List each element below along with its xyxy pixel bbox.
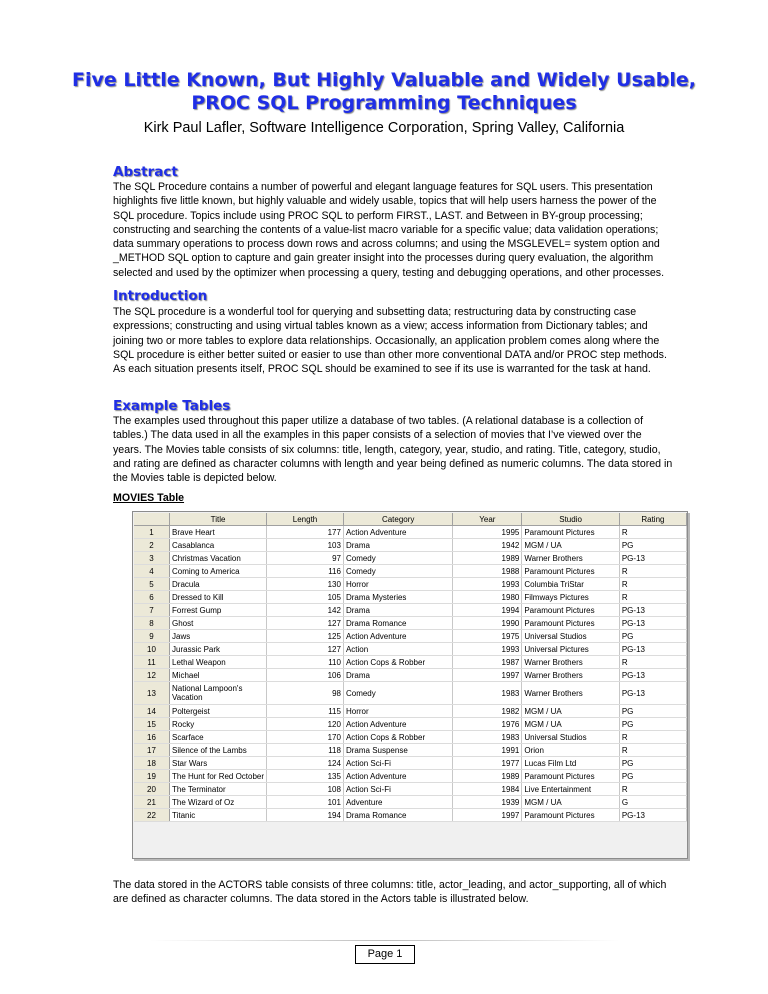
- row-number[interactable]: 17: [134, 744, 170, 757]
- cell-category[interactable]: Action Cops & Robber: [343, 731, 452, 744]
- cell-year[interactable]: 1977: [453, 757, 522, 770]
- cell-length[interactable]: 116: [267, 565, 344, 578]
- cell-category[interactable]: Drama: [343, 669, 452, 682]
- cell-studio[interactable]: Paramount Pictures: [522, 770, 620, 783]
- cell-length[interactable]: 194: [267, 809, 344, 822]
- cell-year[interactable]: 1976: [453, 718, 522, 731]
- table-row[interactable]: [134, 630, 687, 643]
- column-header-category[interactable]: Category: [343, 513, 452, 526]
- introduction-heading: Introduction: [113, 288, 208, 304]
- row-number[interactable]: 19: [134, 770, 170, 783]
- cell-category[interactable]: Comedy: [343, 552, 452, 565]
- row-number[interactable]: 21: [134, 796, 170, 809]
- cell-title[interactable]: National Lampoon's Vacation: [170, 682, 267, 705]
- cell-length[interactable]: 120: [267, 718, 344, 731]
- cell-category[interactable]: Drama: [343, 604, 452, 617]
- cell-studio[interactable]: MGM / UA: [522, 539, 620, 552]
- example-tables-body: The examples used throughout this paper utilize a database of two tables. (A relational database is a collection of tables.) The data used in all the examples in this paper consists of a selection of movies that I’ve viewed over the years. The Movies table consists of six columns: title, length, category, year, studio, and rating. Title, category, studio, and rating are defined as character columns with length and year being defined as numeric columns. The data stored in the Movies table is depicted below.: [113, 415, 673, 485]
- cell-year[interactable]: 1987: [453, 656, 522, 669]
- cell-studio[interactable]: Warner Brothers: [522, 552, 620, 565]
- cell-year[interactable]: 1994: [453, 604, 522, 617]
- row-number[interactable]: 2: [134, 539, 170, 552]
- cell-rating[interactable]: R: [619, 591, 686, 604]
- table-row[interactable]: [134, 669, 687, 682]
- cell-length[interactable]: 118: [267, 744, 344, 757]
- cell-year[interactable]: 1983: [453, 731, 522, 744]
- cell-category[interactable]: Drama Suspense: [343, 744, 452, 757]
- cell-length[interactable]: 97: [267, 552, 344, 565]
- cell-length[interactable]: 130: [267, 578, 344, 591]
- row-number[interactable]: 9: [134, 630, 170, 643]
- cell-rating[interactable]: PG: [619, 770, 686, 783]
- cell-year[interactable]: 1993: [453, 643, 522, 656]
- cell-length[interactable]: 170: [267, 731, 344, 744]
- row-number[interactable]: 8: [134, 617, 170, 630]
- table-row[interactable]: [134, 539, 687, 552]
- row-number[interactable]: 7: [134, 604, 170, 617]
- movies-table: [134, 513, 687, 822]
- cell-studio[interactable]: Live Entertainment: [522, 783, 620, 796]
- row-number[interactable]: 18: [134, 757, 170, 770]
- table-row[interactable]: [134, 682, 687, 705]
- cell-length[interactable]: 177: [267, 526, 344, 539]
- cell-rating[interactable]: PG-13: [619, 617, 686, 630]
- cell-title[interactable]: Michael: [170, 669, 267, 682]
- row-number[interactable]: 4: [134, 565, 170, 578]
- column-header-rating[interactable]: Rating: [619, 513, 686, 526]
- cell-category[interactable]: Comedy: [343, 682, 452, 705]
- cell-studio[interactable]: Orion: [522, 744, 620, 757]
- cell-year[interactable]: 1990: [453, 617, 522, 630]
- cell-year[interactable]: 1980: [453, 591, 522, 604]
- cell-category[interactable]: Drama Romance: [343, 809, 452, 822]
- cell-rating[interactable]: PG: [619, 630, 686, 643]
- cell-category[interactable]: Action: [343, 643, 452, 656]
- cell-studio[interactable]: MGM / UA: [522, 718, 620, 731]
- table-header-row: [134, 513, 687, 526]
- table-row[interactable]: [134, 565, 687, 578]
- title-line-2: PROC SQL Programming Techniques: [191, 92, 577, 114]
- cell-rating[interactable]: R: [619, 526, 686, 539]
- cell-title[interactable]: Casablanca: [170, 539, 267, 552]
- cell-rating[interactable]: PG: [619, 718, 686, 731]
- cell-studio[interactable]: MGM / UA: [522, 705, 620, 718]
- cell-rating[interactable]: R: [619, 783, 686, 796]
- row-number-header: [134, 513, 170, 526]
- cell-rating[interactable]: PG-13: [619, 669, 686, 682]
- cell-rating[interactable]: PG-13: [619, 809, 686, 822]
- cell-year[interactable]: 1939: [453, 796, 522, 809]
- page-number: Page 1: [355, 945, 415, 964]
- cell-length[interactable]: 127: [267, 643, 344, 656]
- cell-rating[interactable]: R: [619, 744, 686, 757]
- cell-title[interactable]: Star Wars: [170, 757, 267, 770]
- cell-rating[interactable]: G: [619, 796, 686, 809]
- table-row[interactable]: [134, 705, 687, 718]
- cell-length[interactable]: 105: [267, 591, 344, 604]
- movies-table-label: MOVIES Table: [113, 492, 185, 504]
- cell-title[interactable]: Titanic: [170, 809, 267, 822]
- cell-rating[interactable]: R: [619, 578, 686, 591]
- cell-rating[interactable]: PG: [619, 539, 686, 552]
- cell-year[interactable]: 1989: [453, 552, 522, 565]
- table-row[interactable]: [134, 578, 687, 591]
- cell-length[interactable]: 142: [267, 604, 344, 617]
- cell-year[interactable]: 1991: [453, 744, 522, 757]
- column-header-year[interactable]: Year: [453, 513, 522, 526]
- cell-length[interactable]: 124: [267, 757, 344, 770]
- row-number[interactable]: 20: [134, 783, 170, 796]
- cell-length[interactable]: 101: [267, 796, 344, 809]
- row-number[interactable]: 14: [134, 705, 170, 718]
- cell-category[interactable]: Action Cops & Robber: [343, 656, 452, 669]
- cell-title[interactable]: Forrest Gump: [170, 604, 267, 617]
- cell-studio[interactable]: Paramount Pictures: [522, 604, 620, 617]
- cell-rating[interactable]: R: [619, 656, 686, 669]
- cell-title[interactable]: Rocky: [170, 718, 267, 731]
- table-row[interactable]: [134, 718, 687, 731]
- cell-year[interactable]: 1995: [453, 526, 522, 539]
- cell-studio[interactable]: Paramount Pictures: [522, 617, 620, 630]
- table-row[interactable]: [134, 617, 687, 630]
- row-number[interactable]: 11: [134, 656, 170, 669]
- cell-category[interactable]: Comedy: [343, 565, 452, 578]
- table-row[interactable]: [134, 526, 687, 539]
- cell-rating[interactable]: PG-13: [619, 604, 686, 617]
- cell-year[interactable]: 1975: [453, 630, 522, 643]
- actors-paragraph: The data stored in the ACTORS table consists of three columns: title, actor_leading, and actor_supporting, all of which are defined as character columns. The data stored in the Actors table is illustrated below.: [113, 879, 667, 906]
- cell-studio[interactable]: Warner Brothers: [522, 669, 620, 682]
- table-row[interactable]: [134, 643, 687, 656]
- abstract-heading: Abstract: [113, 164, 178, 180]
- cell-year[interactable]: 1942: [453, 539, 522, 552]
- cell-length[interactable]: 135: [267, 770, 344, 783]
- cell-category[interactable]: Action Sci-Fi: [343, 757, 452, 770]
- cell-category[interactable]: Drama Mysteries: [343, 591, 452, 604]
- table-row[interactable]: [134, 809, 687, 822]
- cell-title[interactable]: Scarface: [170, 731, 267, 744]
- cell-year[interactable]: 1982: [453, 705, 522, 718]
- cell-length[interactable]: 127: [267, 617, 344, 630]
- table-row[interactable]: [134, 591, 687, 604]
- cell-rating[interactable]: R: [619, 565, 686, 578]
- cell-category[interactable]: Horror: [343, 705, 452, 718]
- title-line-1: Five Little Known, But Highly Valuable and Widely Usable,: [72, 69, 696, 91]
- cell-category[interactable]: Action Adventure: [343, 718, 452, 731]
- cell-studio[interactable]: Universal Pictures: [522, 643, 620, 656]
- example-tables-heading: Example Tables: [113, 398, 231, 414]
- cell-studio[interactable]: Paramount Pictures: [522, 809, 620, 822]
- row-number[interactable]: 15: [134, 718, 170, 731]
- row-number[interactable]: 5: [134, 578, 170, 591]
- cell-rating[interactable]: PG: [619, 757, 686, 770]
- movies-table-window: [132, 511, 688, 859]
- cell-length[interactable]: 108: [267, 783, 344, 796]
- cell-length[interactable]: 103: [267, 539, 344, 552]
- cell-title[interactable]: Coming to America: [170, 565, 267, 578]
- table-row[interactable]: [134, 552, 687, 565]
- cell-year[interactable]: 1988: [453, 565, 522, 578]
- table-row[interactable]: [134, 731, 687, 744]
- cell-length[interactable]: 125: [267, 630, 344, 643]
- author-line: Kirk Paul Lafler, Software Intelligence Corporation, Spring Valley, California: [143, 120, 625, 136]
- cell-rating[interactable]: PG-13: [619, 552, 686, 565]
- cell-category[interactable]: Adventure: [343, 796, 452, 809]
- table-row[interactable]: [134, 796, 687, 809]
- table-row[interactable]: [134, 744, 687, 757]
- cell-year[interactable]: 1984: [453, 783, 522, 796]
- cell-studio[interactable]: Columbia TriStar: [522, 578, 620, 591]
- cell-category[interactable]: Horror: [343, 578, 452, 591]
- row-number[interactable]: 6: [134, 591, 170, 604]
- introduction-body: The SQL procedure is a wonderful tool for querying and subsetting data; restructuring data by constructing case expressions; constructing and using virtual tables known as a view; access information from Dictionary tables; and joining two or more tables to explore data relationships. Occasionally, an application problem comes along where the SQL procedure is either better suited or easier to use than other more conventional DATA and/or PROC step methods. As each situation presents itself, PROC SQL should be examined to see if its use is warranted for the task at hand.: [113, 306, 667, 376]
- cell-studio[interactable]: Lucas Film Ltd: [522, 757, 620, 770]
- cell-studio[interactable]: Paramount Pictures: [522, 526, 620, 539]
- cell-studio[interactable]: MGM / UA: [522, 796, 620, 809]
- cell-length[interactable]: 106: [267, 669, 344, 682]
- cell-category[interactable]: Action Sci-Fi: [343, 783, 452, 796]
- row-number[interactable]: 22: [134, 809, 170, 822]
- table-row[interactable]: [134, 604, 687, 617]
- cell-year[interactable]: 1993: [453, 578, 522, 591]
- cell-category[interactable]: Action Adventure: [343, 630, 452, 643]
- column-header-title[interactable]: Title: [170, 513, 267, 526]
- cell-title[interactable]: The Hunt for Red October: [170, 770, 267, 783]
- cell-year[interactable]: 1983: [453, 682, 522, 705]
- table-row[interactable]: [134, 757, 687, 770]
- row-number[interactable]: 1: [134, 526, 170, 539]
- cell-year[interactable]: 1997: [453, 669, 522, 682]
- cell-length[interactable]: 115: [267, 705, 344, 718]
- cell-rating[interactable]: R: [619, 731, 686, 744]
- cell-title[interactable]: Poltergeist: [170, 705, 267, 718]
- cell-title[interactable]: Silence of the Lambs: [170, 744, 267, 757]
- column-header-length[interactable]: Length: [267, 513, 344, 526]
- cell-studio[interactable]: Warner Brothers: [522, 682, 620, 705]
- table-row[interactable]: [134, 656, 687, 669]
- cell-category[interactable]: Action Adventure: [343, 526, 452, 539]
- table-row[interactable]: [134, 770, 687, 783]
- row-number[interactable]: 12: [134, 669, 170, 682]
- cell-rating[interactable]: PG: [619, 705, 686, 718]
- table-row[interactable]: [134, 783, 687, 796]
- cell-length[interactable]: 110: [267, 656, 344, 669]
- cell-category[interactable]: Action Adventure: [343, 770, 452, 783]
- cell-year[interactable]: 1997: [453, 809, 522, 822]
- cell-studio[interactable]: Warner Brothers: [522, 656, 620, 669]
- cell-title[interactable]: Ghost: [170, 617, 267, 630]
- cell-rating[interactable]: PG-13: [619, 643, 686, 656]
- cell-length[interactable]: 98: [267, 682, 344, 705]
- row-number[interactable]: 3: [134, 552, 170, 565]
- row-number[interactable]: 16: [134, 731, 170, 744]
- cell-title[interactable]: The Terminator: [170, 783, 267, 796]
- cell-title[interactable]: Jaws: [170, 630, 267, 643]
- cell-category[interactable]: Drama Romance: [343, 617, 452, 630]
- cell-studio[interactable]: Universal Studios: [522, 731, 620, 744]
- abstract-body: The SQL Procedure contains a number of powerful and elegant language features for SQL users. This presentation highlights five little known, but highly valuable and widely usable, topics that will help users harness the power of the SQL procedure. Topics include using PROC SQL to perform FIRST., LAST. and Between in BY-group processing; constructing and searching the contents of a value-list macro variable for a specific value; data validation operations; data summary operations to process down rows and across columns; and using the MSGLEVEL= system option and _METHOD SQL option to capture and gain greater insight into the processes during query evaluation, the algorithm selected and used by the optimizer when processing a query, testing and debugging operations, and other processes.: [113, 181, 665, 279]
- cell-title[interactable]: Jurassic Park: [170, 643, 267, 656]
- cell-year[interactable]: 1989: [453, 770, 522, 783]
- cell-title[interactable]: Christmas Vacation: [170, 552, 267, 565]
- cell-studio[interactable]: Paramount Pictures: [522, 565, 620, 578]
- cell-studio[interactable]: Filmways Pictures: [522, 591, 620, 604]
- cell-category[interactable]: Drama: [343, 539, 452, 552]
- cell-title[interactable]: Lethal Weapon: [170, 656, 267, 669]
- cell-studio[interactable]: Universal Studios: [522, 630, 620, 643]
- row-number[interactable]: 10: [134, 643, 170, 656]
- cell-title[interactable]: Dracula: [170, 578, 267, 591]
- cell-title[interactable]: Dressed to Kill: [170, 591, 267, 604]
- cell-title[interactable]: The Wizard of Oz: [170, 796, 267, 809]
- cell-title[interactable]: Brave Heart: [170, 526, 267, 539]
- row-number[interactable]: 13: [134, 682, 170, 705]
- footer-divider: [150, 940, 620, 941]
- cell-rating[interactable]: PG-13: [619, 682, 686, 705]
- column-header-studio[interactable]: Studio: [522, 513, 620, 526]
